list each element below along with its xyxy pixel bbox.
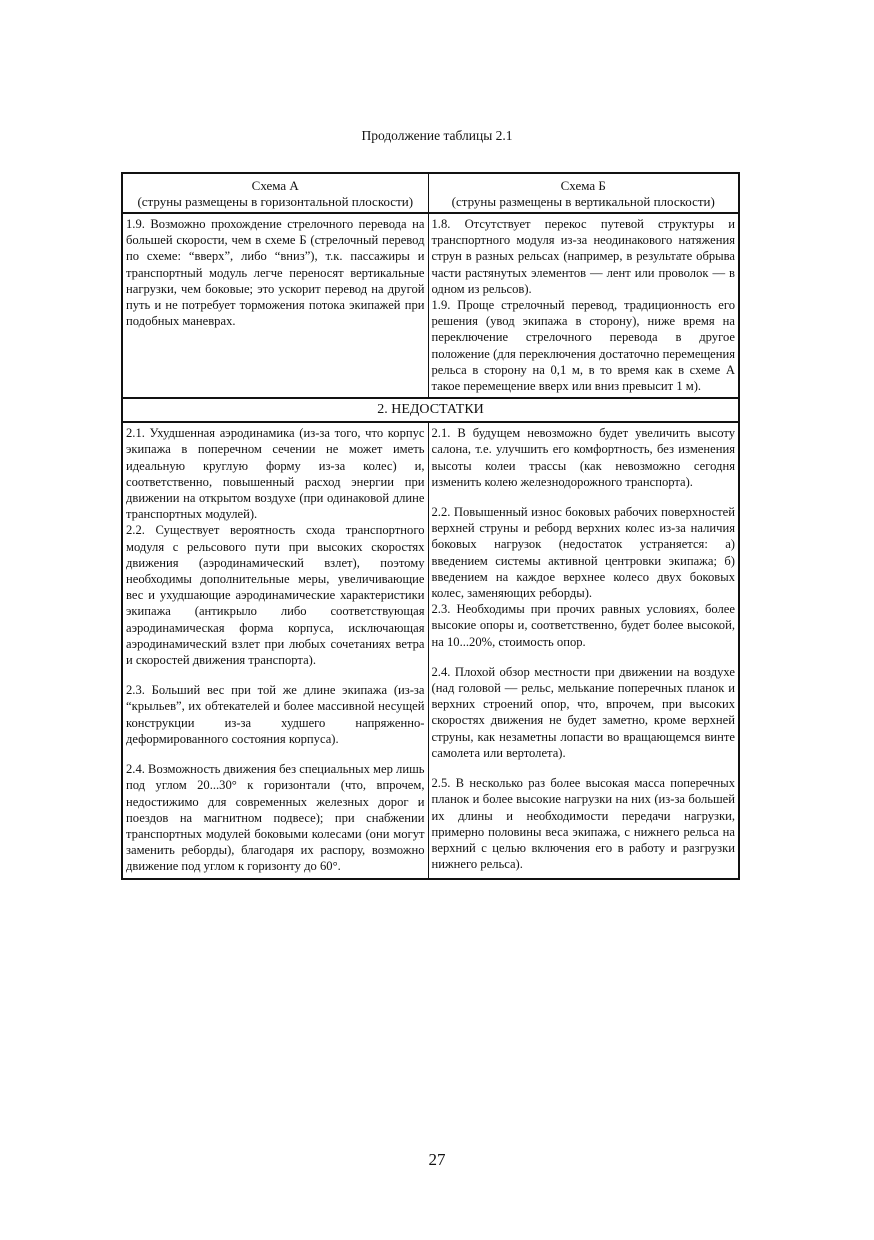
advantage-a-1-9: 1.9. Возможно прохождение стрелочного перевода на большей скорости, чем в схеме Б (стрелочный перевод по схеме: “вверх”, либо “вниз”), т.к. пассажиры и транспортный модуль легче переносят вертикальные нагрузки, чем боковые; это ускорит перевод на другой путь и не потребует торможения потока экипажей при подобных маневрах. bbox=[126, 217, 425, 329]
section-title-disadvantages: 2. НЕДОСТАТКИ bbox=[122, 398, 739, 422]
header-scheme-b bbox=[428, 173, 739, 213]
advantage-b-1-9: 1.9. Проще стрелочный перевод, традиционность его решения (увод экипажа в сторону), ниже время на переключение стрелочного перевода в другое положение (для переключения достаточно перемещения рельса в сторону на 0,1 м, в то время как в схеме А такое перемещение вверх или вниз превысит 1 м). bbox=[431, 298, 735, 394]
disadvantage-a-2-2: 2.2. Существует вероятность схода транспортного модуля с рельсового пути при высоких скоростях движения (аэродинамический взлет), поэтому необходимы дополнительные меры, увеличивающие вес и ухудшающие аэродинамические характеристики экипажа (антикрыло либо соответствующая аэродинамическая форма корпуса, исключающая аэродинамический взлет при любых сочетаниях ветра и скоростей движения транспорта). bbox=[126, 523, 425, 668]
scheme-a-subtitle: (струны размещены в горизонтальной плоскости) bbox=[137, 194, 414, 209]
disadvantage-b-2-5: 2.5. В несколько раз более высокая масса поперечных планок и более высокие нагрузки на них (из-за большей их длины и необходимости передачи нагрузки, примерно половины веса экипажа, с нижнего рельса на верхний с целью включения его в работу и разгрузки нижнего рельса). bbox=[431, 776, 735, 872]
scheme-b-subtitle: (струны размещены в вертикальной плоскости) bbox=[451, 194, 715, 209]
disadvantage-b-2-4: 2.4. Плохой обзор местности при движении на воздухе (над головой — рельс, мелькание поперечных планок и верхних строений опор, что, впрочем, при высоких скоростях движения не будет заметно, кроме верхней струны, как незаметны лопасти во вращающемся винте самолета или вертолета). bbox=[431, 664, 735, 760]
header-scheme-a bbox=[122, 173, 428, 213]
disadvantage-b-2-3: 2.3. Необходимы при прочих равных условиях, более высокие опоры и, соответственно, будет более высокой, на 10...20%, стоимость опор. bbox=[431, 602, 735, 649]
disadvantage-b-2-1: 2.1. В будущем невозможно будет увеличить высоту салона, т.е. улучшить его комфортность, без изменения высоты колеи трассы (как невозможно сегодня изменить колею железнодорожного транспорта). bbox=[431, 426, 735, 489]
advantages-scheme-a-cell bbox=[122, 213, 428, 398]
comparison-table bbox=[121, 172, 740, 880]
disadvantage-b-2-2: 2.2. Повышенный износ боковых рабочих поверхностей верхней струны и реборд верхних колес из-за наличия боковых нагрузок (недостаток устраняется: а) введением системы активной центровки экипажа; б) введением на каждое верхнее колесо двух боковых колес, заменяющих реборды). bbox=[431, 505, 735, 601]
disadvantage-a-2-3: 2.3. Больший вес при той же длине экипажа (из-за “крыльев”, их обтекателей и более массивной несущей конструкции из-за худшего напряженно-деформированного состояния корпуса). bbox=[126, 683, 425, 746]
disadvantage-a-2-1: 2.1. Ухудшенная аэродинамика (из-за того, что корпус экипажа в поперечном сечении не может иметь идеальную круглую форму из-за колес) и, соответственно, повышенный расход энергии при движении на открытом воздухе (при одинаковой длине транспортных модулей). bbox=[126, 426, 425, 522]
advantage-b-1-8: 1.8. Отсутствует перекос путевой структуры и транспортного модуля из-за неодинакового натяжения струн в разных рельсах (например, в результате обрыва части растянутых элементов — лент или проволок — в одном из рельсов). bbox=[431, 217, 735, 296]
advantages-row bbox=[122, 213, 739, 398]
table-header-row bbox=[122, 173, 739, 213]
section-row bbox=[122, 398, 739, 422]
disadvantages-row bbox=[122, 422, 739, 878]
table-caption: Продолжение таблицы 2.1 bbox=[361, 128, 513, 143]
scheme-a-title: Схема А bbox=[251, 178, 299, 193]
disadvantage-a-2-4: 2.4. Возможность движения без специальных мер лишь под углом 20...30° к горизонтали (что, впрочем, недостижимо для современных железных дорог и поездов на магнитном подвесе); при снабжении транспортных модулей боковыми колесами (они могут заменить реборды), благодаря их распору, возможно движение под углом к горизонту до 60°. bbox=[126, 762, 425, 874]
advantages-scheme-b-cell bbox=[428, 213, 739, 398]
disadvantages-scheme-b-cell bbox=[428, 422, 739, 878]
page-number: 27 bbox=[428, 1150, 446, 1169]
disadvantages-scheme-a-cell bbox=[122, 422, 428, 878]
scheme-b-title: Схема Б bbox=[560, 178, 606, 193]
